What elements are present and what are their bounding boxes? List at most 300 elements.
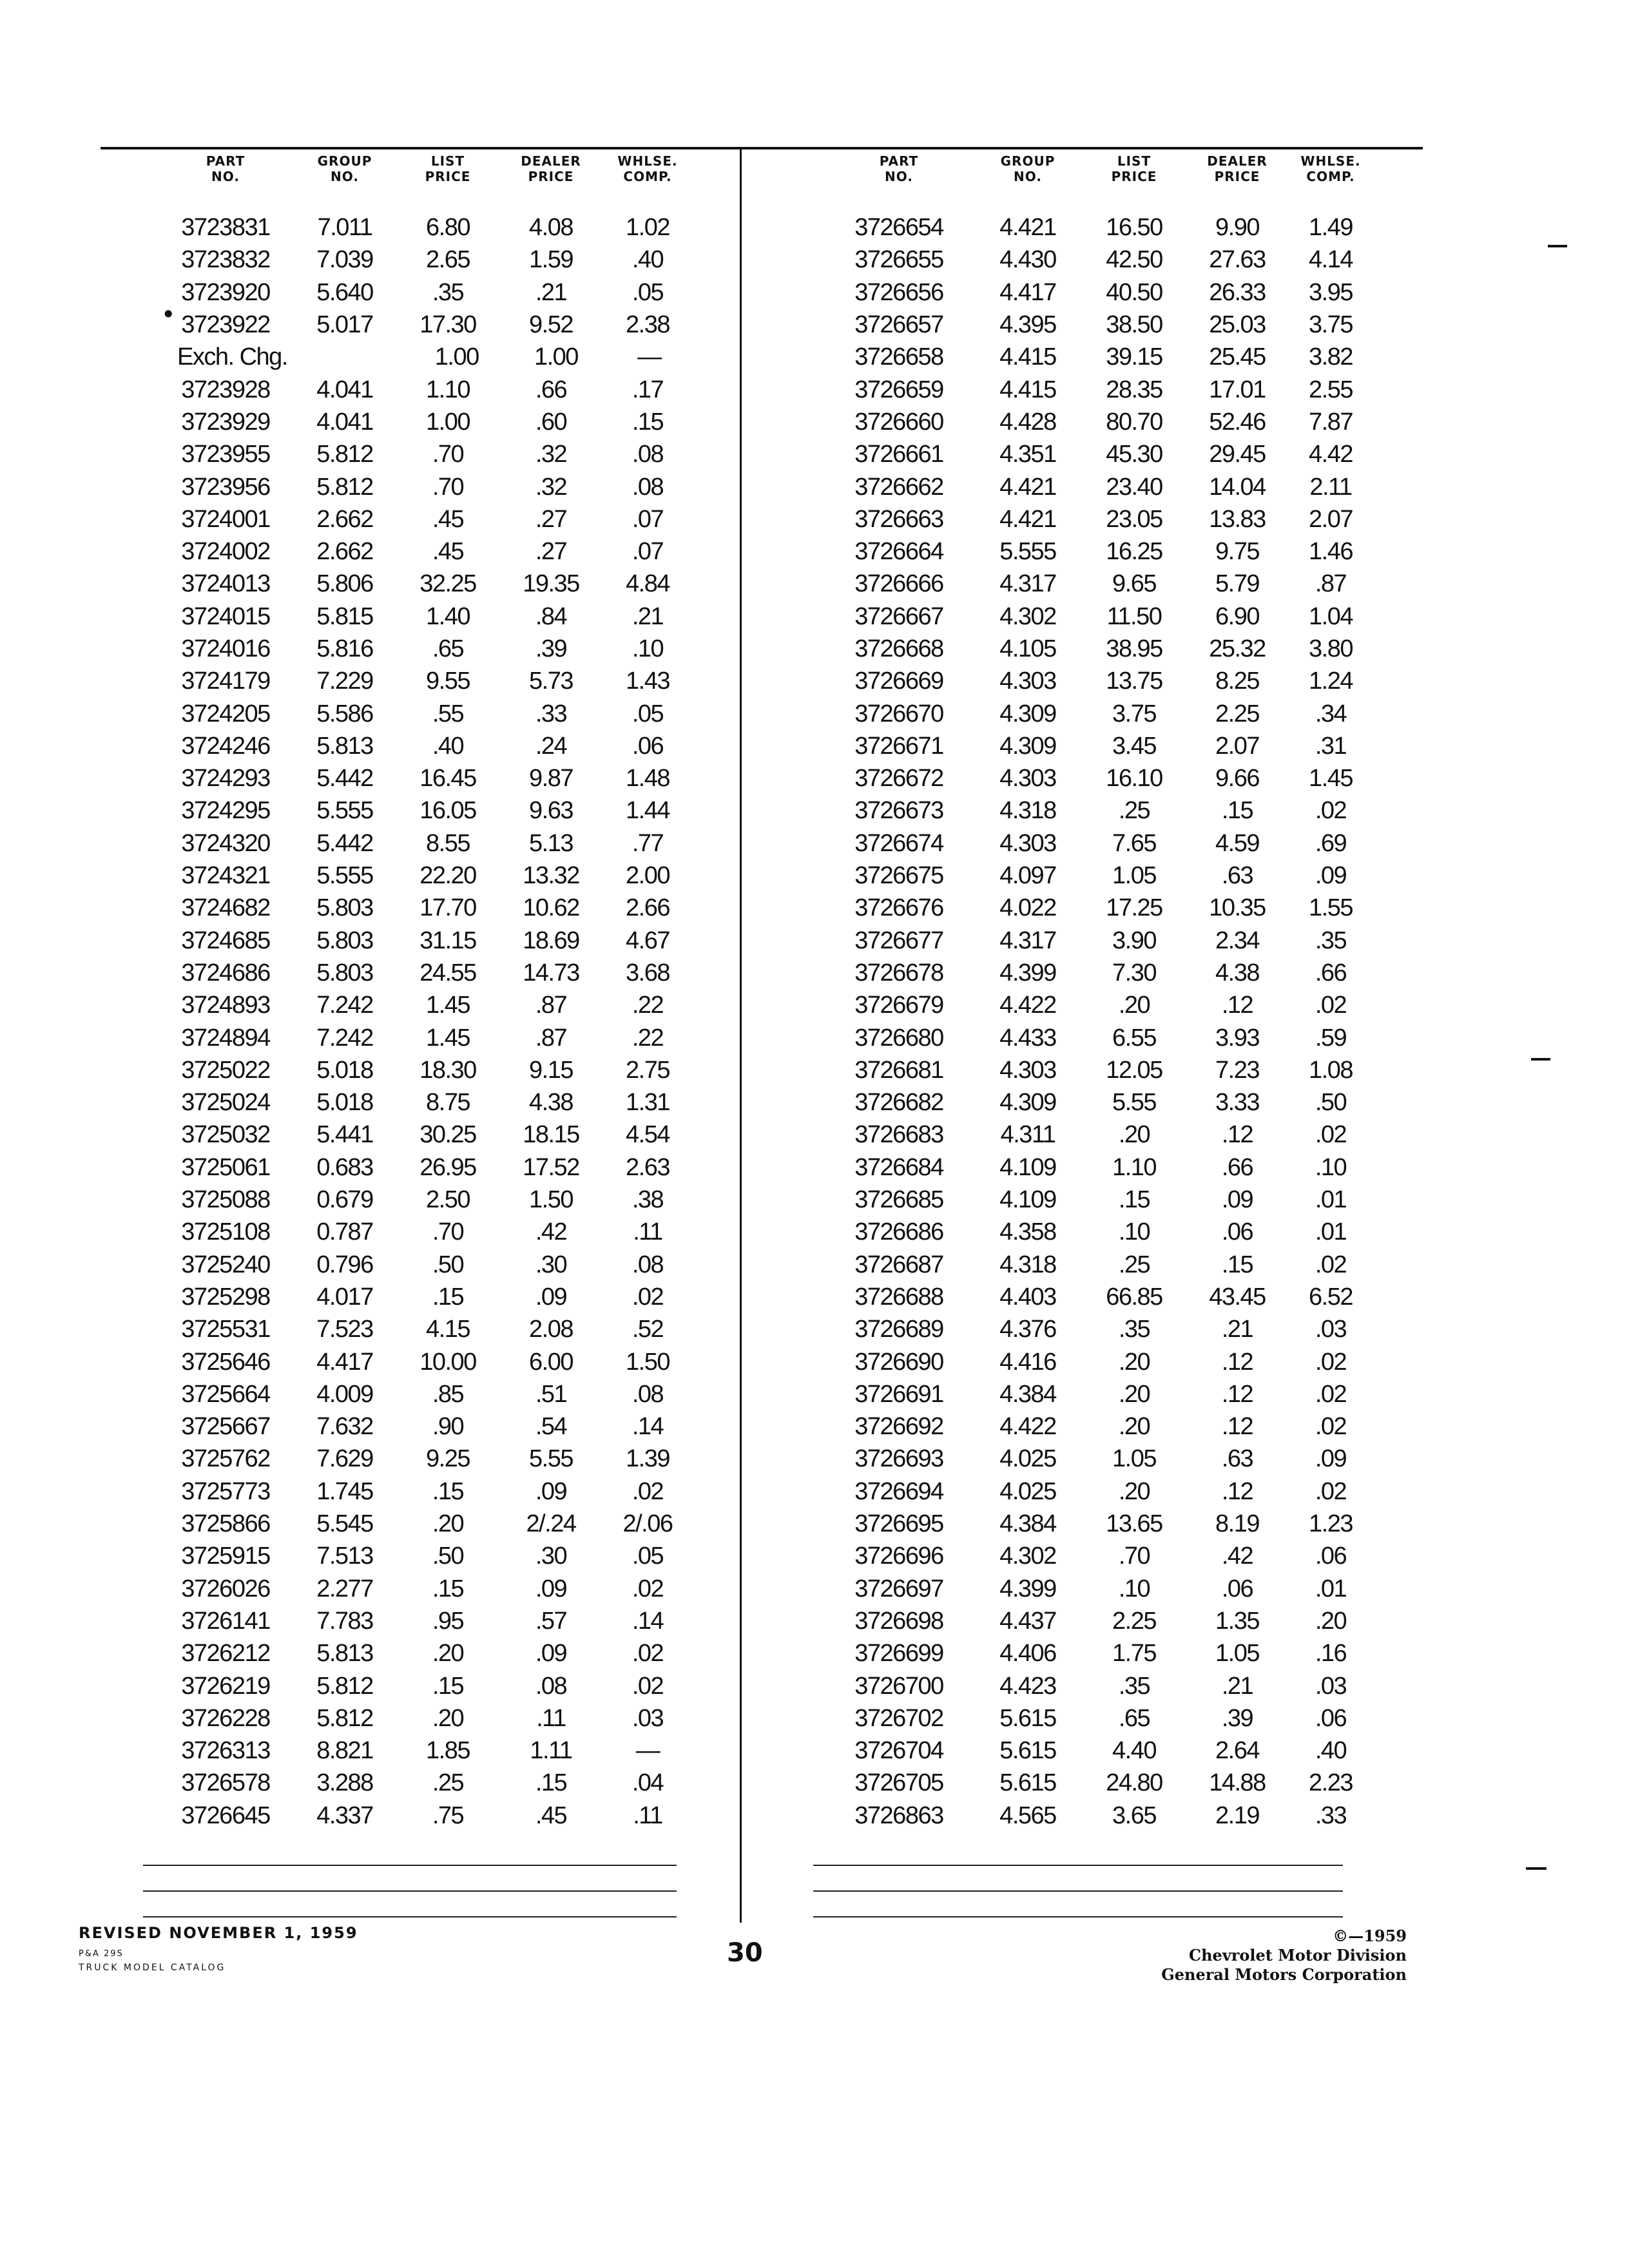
dealer-price-cell: .32 [535,473,567,501]
table-row [158,827,693,860]
table-row [822,925,1376,957]
group-no-cell: 4.384 [999,1380,1056,1408]
table-row [158,244,693,276]
group-no-cell: 4.422 [999,1413,1056,1441]
table-row [158,665,693,697]
group-no-cell: 5.018 [316,1089,373,1117]
list-price-cell: .20 [432,1704,464,1732]
group-no-cell: 2.277 [316,1575,373,1602]
group-no-cell: 4.421 [999,473,1056,501]
table-row [158,470,693,503]
group-no-cell: 4.417 [999,278,1056,306]
whlse-comp-cell: 1.49 [1309,214,1353,242]
dealer-price-cell: 17.01 [1209,376,1266,403]
table-row [822,1475,1376,1508]
table-row [822,1540,1376,1572]
group-no-cell: 5.803 [316,959,373,986]
dealer-price-cell: .32 [535,441,567,468]
dealer-price-cell: .24 [535,732,567,760]
whlse-comp-cell: .03 [631,1704,664,1732]
table-row [822,1378,1376,1410]
table-row [158,989,693,1021]
part-no-cell: 3726694 [854,1477,943,1505]
whlse-comp-cell: .02 [631,1575,664,1602]
group-no-cell: 4.317 [999,570,1056,598]
dealer-price-cell: 4.38 [1215,959,1259,986]
part-no-cell: 3726578 [181,1769,270,1797]
whlse-comp-cell: .02 [1315,1251,1347,1278]
pa-code: P&A 29S [79,1949,124,1959]
whlse-comp-cell: .06 [631,732,664,760]
dealer-price-cell: 9.15 [529,1056,573,1084]
list-price-cell: 28.35 [1106,376,1162,403]
part-no-cell: 3726026 [181,1575,270,1602]
group-no-cell: 5.555 [316,862,373,890]
whlse-comp-cell: 1.24 [1309,668,1353,695]
table-row [822,697,1376,729]
whlse-comp-cell: .16 [1315,1640,1347,1667]
list-price-cell: .15 [432,1283,464,1311]
group-no-cell: 7.523 [316,1316,373,1343]
dealer-price-cell: .39 [535,635,567,662]
whlse-comp-cell: .04 [631,1769,664,1797]
list-price-cell: 10.00 [419,1348,476,1376]
group-no-cell: 4.303 [999,1056,1056,1084]
part-no-cell: 3723832 [181,246,270,274]
dealer-price-cell: .09 [535,1575,567,1602]
table-row [158,1572,693,1604]
list-price-cell: .20 [432,1640,464,1667]
table-row [822,1054,1376,1086]
group-no-cell: 5.441 [316,1121,373,1149]
whlse-comp-cell: 2.07 [1309,505,1353,533]
dealer-price-cell: .27 [535,538,567,566]
list-price-cell: .15 [432,1672,464,1700]
part-no-cell: 3724320 [181,829,270,857]
dealer-price-cell: .15 [1221,797,1253,825]
list-price-cell: 13.75 [1106,668,1162,695]
part-no-cell: 3724686 [181,959,270,986]
dealer-price-cell: .54 [535,1413,567,1441]
group-no-cell: 4.399 [999,1575,1056,1602]
whlse-comp-cell: 2.11 [1309,473,1352,501]
part-no-cell: 3723955 [181,441,270,468]
whlse-comp-cell: .33 [1315,1802,1347,1829]
dealer-price-cell: .87 [535,1024,567,1052]
part-no-cell: 3726678 [854,959,943,986]
whlse-comp-cell: .05 [631,1542,664,1570]
list-price-cell: 1.75 [1112,1640,1156,1667]
dealer-price-cell: .08 [535,1672,567,1700]
group-no-cell: 4.337 [316,1802,373,1829]
group-no-cell: 4.025 [999,1445,1056,1473]
list-price-cell: 22.20 [419,862,476,890]
whlse-comp-cell: 1.04 [1309,602,1353,630]
part-no-cell: 3724246 [181,732,270,760]
list-price-cell: 32.25 [419,570,476,598]
part-no-cell: 3726673 [854,797,943,825]
group-no-cell: 0.679 [316,1186,373,1214]
table-row [158,1443,693,1475]
dealer-price-cell: 6.90 [1215,602,1259,630]
group-no-cell: 4.303 [999,668,1056,695]
table-row [822,1119,1376,1151]
dealer-price-cell: .09 [535,1283,567,1311]
header-dealer-price: DEALER PRICE [1207,153,1268,184]
table-row [158,957,693,989]
dealer-price-cell: 8.19 [1215,1510,1259,1538]
list-price-cell: .50 [432,1251,464,1278]
table-row [822,1151,1376,1184]
list-price-cell: 9.55 [426,668,470,695]
group-no-cell: 5.018 [316,1056,373,1084]
list-price-cell: .65 [1118,1704,1150,1732]
part-no-cell: 3726677 [854,927,943,954]
whlse-comp-cell: 4.84 [626,570,670,598]
dealer-price-cell: 9.75 [1215,538,1259,566]
list-price-cell: 6.55 [1112,1024,1156,1052]
list-price-cell: .35 [432,278,464,306]
group-no-cell: 4.318 [999,1251,1056,1278]
dealer-price-cell: .66 [535,376,567,403]
group-no-cell: 4.415 [999,343,1056,371]
dealer-price-cell: 2.25 [1215,700,1259,727]
group-no-cell: 5.615 [999,1704,1056,1732]
list-price-cell: 1.45 [426,1024,470,1052]
group-no-cell: 7.011 [317,214,372,242]
part-no-cell: 3726141 [181,1607,270,1635]
list-price-cell: 1.45 [426,992,470,1019]
whlse-comp-cell: .66 [1315,959,1347,986]
table-row [822,1572,1376,1604]
column-divider [740,149,742,1923]
part-no-cell: 3726679 [854,992,943,1019]
table-row [158,1637,693,1669]
whlse-comp-cell: 4.14 [1309,246,1353,274]
list-price-cell: 16.10 [1106,765,1162,793]
list-price-cell: 18.30 [419,1056,476,1084]
part-no-cell: 3724002 [181,538,270,566]
group-no-cell: 4.406 [999,1640,1056,1667]
part-no-cell: 3726669 [854,668,943,695]
header-dealer-price: DEALER PRICE [521,153,581,184]
whlse-comp-cell: 2.63 [626,1153,670,1181]
dealer-price-cell: 14.04 [1209,473,1266,501]
dealer-price-cell: .06 [1221,1575,1253,1602]
part-no-cell: 3726212 [181,1640,270,1667]
list-price-cell: .40 [432,732,464,760]
part-no-cell: 3726692 [854,1413,943,1441]
list-price-cell: .95 [432,1607,464,1635]
dealer-price-cell: .30 [535,1542,567,1570]
whlse-comp-cell: 3.68 [626,959,670,986]
group-no-cell: 5.806 [316,570,373,598]
dealer-price-cell: .12 [1221,1477,1253,1505]
group-no-cell: 5.803 [316,927,373,954]
list-price-cell: 24.55 [419,959,476,986]
whlse-comp-cell: .14 [631,1607,664,1635]
dealer-price-cell: .63 [1221,1445,1253,1473]
group-no-cell: 5.017 [316,311,373,339]
list-price-cell: 17.25 [1106,894,1162,922]
whlse-comp-cell: .03 [1315,1672,1347,1700]
table-row [822,1637,1376,1669]
part-no-cell: 3726661 [854,441,943,468]
part-no-cell: 3725088 [181,1186,270,1214]
dealer-price-cell: 2.07 [1215,732,1259,760]
dealer-price-cell: .66 [1221,1153,1253,1181]
table-row [822,860,1376,892]
list-price-cell: .25 [432,1769,464,1797]
group-no-cell: 7.242 [316,992,373,1019]
list-price-cell: 11.50 [1106,602,1162,630]
table-row [822,1800,1376,1832]
whlse-comp-cell: 2/.06 [622,1510,673,1538]
list-price-cell: .45 [432,538,464,566]
whlse-comp-cell: .21 [631,602,664,630]
header-part-no: PART NO. [206,153,246,184]
group-no-cell: 4.358 [999,1218,1056,1246]
whlse-comp-cell: 2.66 [626,894,670,922]
group-no-cell: 5.640 [316,278,373,306]
table-row [822,341,1376,373]
whlse-comp-cell: .34 [1315,700,1347,727]
group-no-cell: 4.097 [999,862,1056,890]
group-no-cell: 4.351 [999,441,1056,468]
part-no-cell: 3724293 [181,765,270,793]
part-no-cell: 3726687 [854,1251,943,1278]
whlse-comp-cell: 2.38 [626,311,670,339]
part-no-cell: 3725298 [181,1283,270,1311]
part-no-cell: 3726705 [854,1769,943,1797]
part-no-cell: 3726697 [854,1575,943,1602]
group-no-cell: 8.821 [316,1737,373,1765]
table-row [158,1054,693,1086]
part-no-cell: 3725108 [181,1218,270,1246]
whlse-comp-cell: 3.95 [1309,278,1353,306]
bullet-marker: • [161,300,176,329]
table-row [822,1735,1376,1767]
list-price-cell: .20 [432,1510,464,1538]
group-no-cell: 2.662 [316,505,373,533]
whlse-comp-cell: 1.55 [1309,894,1353,922]
group-no-cell: 7.629 [316,1445,373,1473]
dealer-price-cell: 5.79 [1215,570,1259,598]
group-no-cell: 4.105 [999,635,1056,662]
whlse-comp-cell: .01 [1315,1575,1347,1602]
table-row [158,697,693,729]
dealer-price-cell: 43.45 [1209,1283,1266,1311]
part-no-cell: 3725664 [181,1380,270,1408]
list-price-cell: 1.00 [426,408,470,436]
header-whlse-comp: WHLSE. COMP. [1300,153,1361,184]
dealer-price-cell: .15 [1221,1251,1253,1278]
group-no-cell: 4.317 [999,927,1056,954]
table-row [158,1249,693,1281]
list-price-cell: .20 [1118,1348,1150,1376]
group-no-cell: 5.555 [316,797,373,825]
table-row [158,309,693,341]
group-no-cell: 7.513 [316,1542,373,1570]
group-no-cell: 1.745 [316,1477,373,1505]
part-no-cell: 3725531 [181,1316,270,1343]
whlse-comp-cell: 2.75 [626,1056,670,1084]
group-no-cell: 4.303 [999,829,1056,857]
table-row [822,406,1376,438]
group-no-cell: 5.803 [316,894,373,922]
list-price-cell: 38.95 [1106,635,1162,662]
group-no-cell: 0.683 [316,1153,373,1181]
part-no-cell: 3726704 [854,1737,943,1765]
dealer-price-cell: 2.19 [1215,1802,1259,1829]
part-no-cell: 3724295 [181,797,270,825]
table-row [158,341,693,373]
part-no-cell: 3723928 [181,376,270,403]
list-price-cell: 16.25 [1106,538,1162,566]
group-no-cell: 4.109 [999,1153,1056,1181]
part-no-cell: 3726663 [854,505,943,533]
whlse-comp-cell: .35 [1315,927,1347,954]
dealer-price-cell: .12 [1221,992,1253,1019]
group-no-cell: 4.311 [1000,1121,1055,1149]
dealer-price-cell: 3.33 [1215,1089,1259,1117]
list-price-cell: .85 [432,1380,464,1408]
whlse-comp-cell: .22 [631,992,664,1019]
list-price-cell: 23.40 [1106,473,1162,501]
whlse-comp-cell: .77 [631,829,664,857]
list-price-cell: .15 [432,1477,464,1505]
table-row [822,503,1376,535]
list-price-cell: .25 [1118,1251,1150,1278]
list-price-cell: 6.80 [426,214,470,242]
header-group-no: GROUP NO. [317,153,372,184]
whlse-comp-cell: .02 [631,1640,664,1667]
list-price-cell: 31.15 [419,927,476,954]
whlse-comp-cell: .03 [1315,1316,1347,1343]
dealer-price-cell: .33 [535,700,567,727]
part-no-cell: 3726671 [854,732,943,760]
footer-rule [813,1916,1343,1917]
group-no-cell: 4.384 [999,1510,1056,1538]
part-no-cell: 3723831 [181,214,270,242]
table-row [158,1345,693,1378]
group-no-cell: 5.545 [316,1510,373,1538]
dealer-price-cell: 29.45 [1209,441,1266,468]
whlse-comp-cell: 1.45 [1309,765,1353,793]
dealer-price-cell: 14.88 [1209,1769,1266,1797]
group-no-cell: 5.812 [316,473,373,501]
part-no-cell: 3724205 [181,700,270,727]
dealer-price-cell: 10.62 [523,894,579,922]
part-no-cell: 3725646 [181,1348,270,1376]
whlse-comp-cell: .02 [1315,1477,1347,1505]
list-price-cell: 2.25 [1112,1607,1156,1635]
group-no-cell: 4.421 [999,505,1056,533]
whlse-comp-cell: .09 [1315,1445,1347,1473]
list-price-cell: .70 [1118,1542,1150,1570]
group-no-cell: 4.417 [316,1348,373,1376]
part-no-cell: 3724682 [181,894,270,922]
group-no-cell: 5.442 [316,829,373,857]
whlse-comp-cell: .02 [631,1477,664,1505]
list-price-cell: 1.10 [426,376,470,403]
table-row [158,762,693,794]
dealer-price-cell: .12 [1221,1380,1253,1408]
whlse-comp-cell: .52 [631,1316,664,1343]
part-no-cell: 3726686 [854,1218,943,1246]
part-no-cell: 3726670 [854,700,943,727]
copyright-year: ©—1959 [1333,1927,1407,1945]
part-no-cell: 3723920 [181,278,270,306]
table-row [822,244,1376,276]
table-row [822,438,1376,470]
list-price-cell: 4.40 [1112,1737,1156,1765]
group-no-cell: 4.318 [999,797,1056,825]
list-price-cell: 38.50 [1106,311,1162,339]
table-row [822,601,1376,633]
part-no-cell: 3726666 [854,570,943,598]
list-price-cell: 42.50 [1106,246,1162,274]
list-price-cell: 80.70 [1106,408,1162,436]
list-price-cell: .50 [432,1542,464,1570]
dealer-price-cell: .11 [536,1704,566,1732]
whlse-comp-cell: .40 [1315,1737,1347,1765]
group-no-cell: 4.025 [999,1477,1056,1505]
group-no-cell: 4.041 [316,408,373,436]
dealer-price-cell: .39 [1221,1704,1253,1732]
group-no-cell: 4.309 [999,700,1056,727]
table-row [822,762,1376,794]
group-no-cell: 5.442 [316,765,373,793]
dealer-price-cell: .87 [535,992,567,1019]
group-no-cell: 4.565 [999,1802,1056,1829]
part-no-cell: 3724321 [181,862,270,890]
dealer-price-cell: .27 [535,505,567,533]
table-row [158,406,693,438]
group-no-cell: 4.430 [999,246,1056,274]
whlse-comp-cell: 4.54 [626,1121,670,1149]
part-no-cell: 3726680 [854,1024,943,1052]
whlse-comp-cell: .01 [1315,1186,1347,1214]
table-row [158,1410,693,1443]
whlse-comp-cell: .17 [631,376,664,403]
dealer-price-cell: 1.59 [529,246,573,274]
dealer-price-cell: 25.45 [1209,343,1266,371]
list-price-cell: 66.85 [1106,1283,1162,1311]
list-price-cell: 26.95 [419,1153,476,1181]
table-header [158,153,693,211]
whlse-comp-cell: 6.52 [1309,1283,1353,1311]
dealer-price-cell: 18.69 [523,927,579,954]
part-no-cell: 3723922 [181,311,270,339]
table-row [158,925,693,957]
table-row [822,633,1376,665]
header-part-no: PART NO. [879,153,919,184]
part-no-cell: 3726659 [854,376,943,403]
dealer-price-cell: .21 [1221,1672,1253,1700]
list-price-cell: .70 [432,473,464,501]
footer-rule [143,1916,677,1917]
list-price-cell: .20 [1118,1380,1150,1408]
whlse-comp-cell: .05 [631,278,664,306]
list-price-cell: 30.25 [419,1121,476,1149]
list-price-cell: 4.15 [426,1316,470,1343]
list-price-cell: 17.70 [419,894,476,922]
dealer-price-cell: .12 [1221,1348,1253,1376]
whlse-comp-cell: .07 [631,505,664,533]
group-no-cell: 7.039 [316,246,373,274]
table-row [822,1410,1376,1443]
